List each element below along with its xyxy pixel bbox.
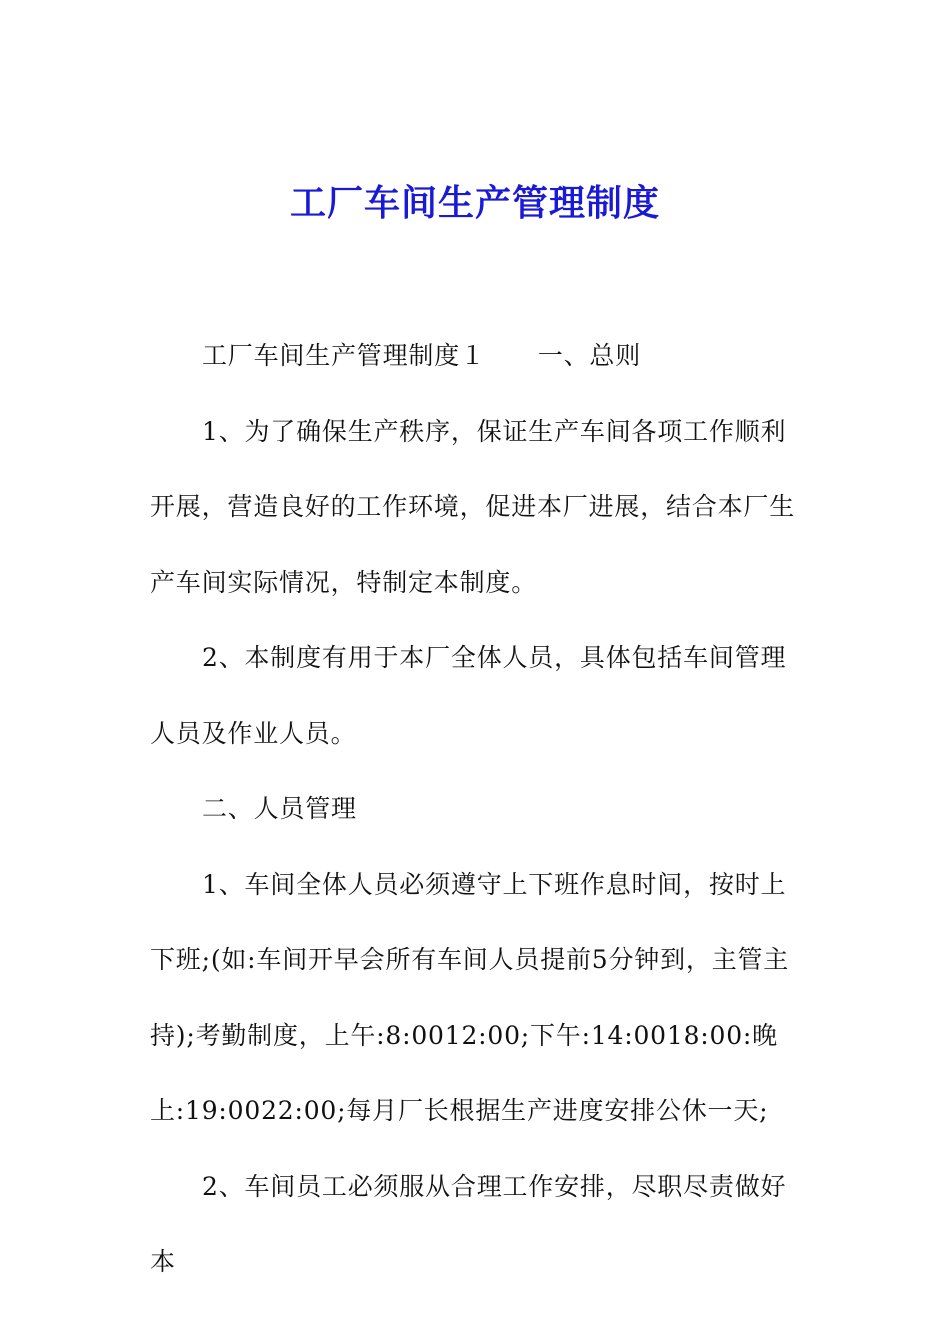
paragraph-scope: 2、本制度有用于本厂全体人员，具体包括车间管理人员及作业人员。 <box>150 643 787 748</box>
section-heading-personnel: 二、人员管理 <box>202 794 357 823</box>
section-heading-general: 一、总则 <box>537 341 642 370</box>
paragraph-heading-general <box>150 318 810 394</box>
paragraph-work-arrangement: 2、车间员工必须服从合理工作安排，尽职尽责做好本 <box>150 1171 787 1276</box>
section-heading-1: 工厂车间生产管理制度１ <box>202 341 486 370</box>
paragraph-attendance: 1、车间全体人员必须遵守上下班作息时间，按时上下班;(如:车间开早会所有车间人员提前5分钟到，主管主持);考勤制度，上午:8:0012:00;下午:14:0018:00:晚上:19:0022:00;每月厂长根据生产进度安排公休一天; <box>150 869 790 1125</box>
document-title: 工厂车间生产管理制度 <box>289 183 660 224</box>
paragraph-purpose: 1、为了确保生产秩序，保证生产车间各项工作顺利开展，营造良好的工作环境，促进本厂进展，结合本厂生产车间实际情况，特制定本制度。 <box>150 416 796 597</box>
document-body <box>150 318 810 1300</box>
